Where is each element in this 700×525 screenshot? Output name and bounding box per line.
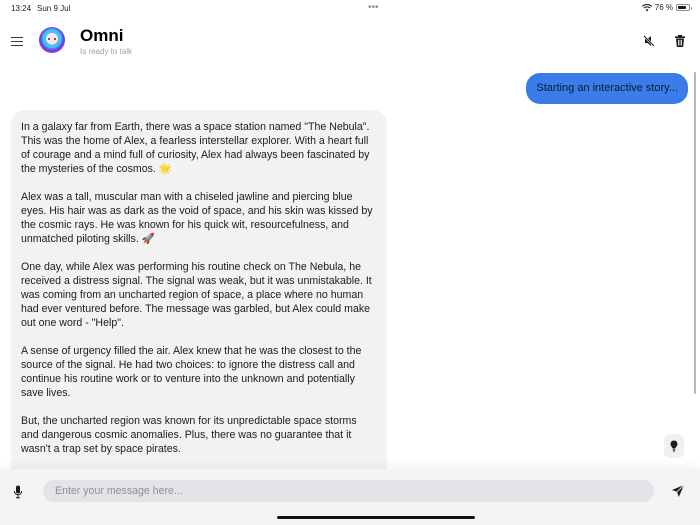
message-input[interactable] — [43, 480, 654, 502]
assistant-paragraph: A sense of urgency filled the air. Alex knew that he was the closest to the source of the signal. He had two choices: to ignore the distress call and continue his routine work or to venture into the unknown and potentially save lives. — [21, 345, 362, 399]
hint-button[interactable] — [664, 434, 684, 458]
send-icon[interactable] — [671, 484, 685, 498]
assistant-message — [11, 110, 387, 469]
battery-icon — [676, 4, 690, 11]
chat-scrollbar[interactable] — [694, 72, 696, 394]
assistant-paragraph: Alex was a tall, muscular man with a chiseled jawline and piercing blue eyes. His hair was as dark as the void of space, and his skin was kissed by the cosmic rays. He was known for his quick wit, resourcefulness, and unmatched piloting skills. 🚀 — [21, 191, 373, 245]
status-bar — [0, 0, 700, 16]
user-message: Starting an interactive story... — [526, 73, 688, 104]
trash-icon[interactable] — [673, 34, 687, 48]
status-date: Sun 9 Jul — [37, 4, 71, 13]
assistant-paragraph: One day, while Alex was performing his routine check on The Nebula, he received a distress signal. The signal was weak, but it was unmistakable. It was coming from an uncharted region of space, a place where no human had ever ventured before. The message was garbled, but Alex could make out one word - "Help". — [21, 261, 372, 329]
lightbulb-icon — [670, 440, 678, 452]
chat-area[interactable] — [0, 66, 700, 469]
multitasking-dots[interactable]: ••• — [368, 2, 379, 13]
avatar — [39, 27, 65, 53]
speaker-muted-icon[interactable] — [642, 34, 656, 48]
status-time: 13:24 — [11, 4, 32, 13]
assistant-paragraph: In a galaxy far from Earth, there was a space station named "The Nebula". This was the home of Alex, a fearless interstellar explorer. With a heart full of courage and a mind full of curiosity, Alex had always been fascinated by the mysteries of the cosmos. 🌟 — [21, 121, 370, 175]
status-subtitle: Is ready to talk — [80, 47, 133, 56]
page-title: Omni — [80, 26, 124, 45]
message-composer — [0, 469, 700, 525]
hamburger-menu-icon[interactable] — [11, 37, 23, 46]
assistant-paragraph: But, the uncharted region was known for its unpredictable space storms and dangerous cosmic anomalies. Plus, there was no guarantee that it wasn't a trap set by space pirates. — [21, 415, 357, 455]
home-indicator[interactable] — [277, 516, 475, 519]
microphone-icon[interactable] — [13, 485, 23, 499]
battery-percent: 76 % — [654, 3, 673, 12]
status-right — [642, 3, 690, 12]
wifi-icon — [642, 4, 652, 12]
chat-header — [0, 16, 700, 66]
